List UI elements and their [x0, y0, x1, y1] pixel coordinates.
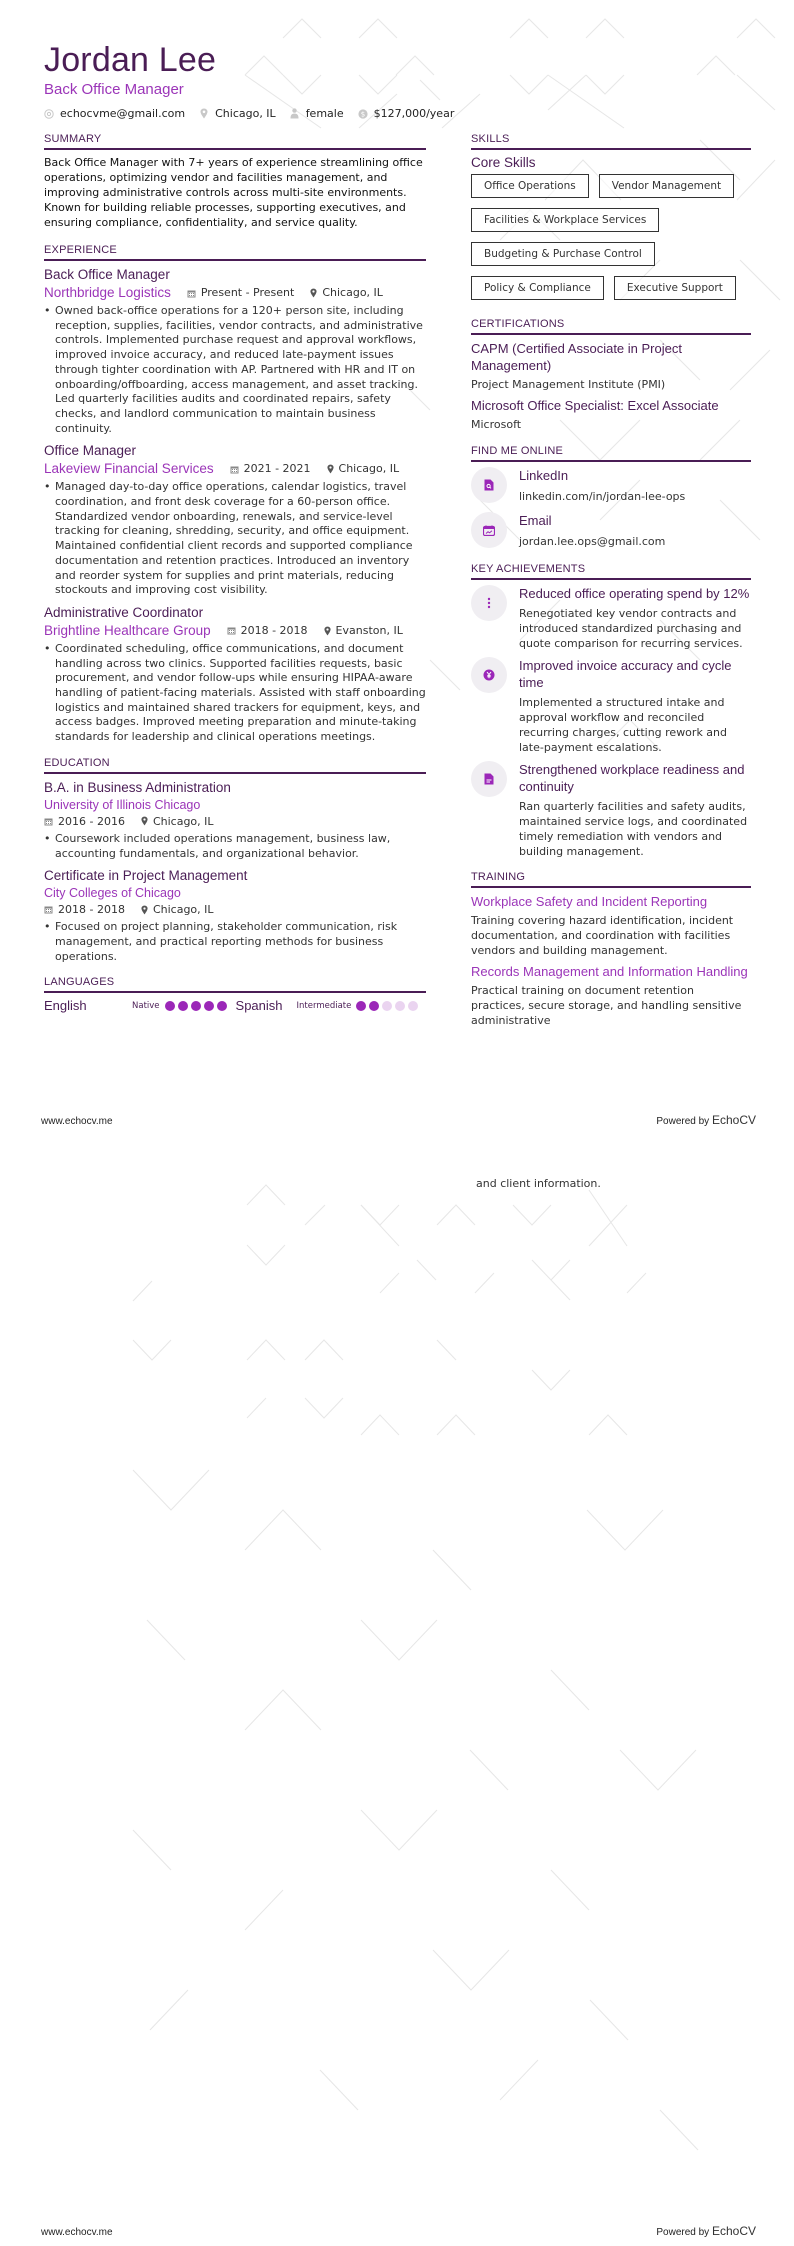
experience-entry [44, 604, 426, 745]
experience-section [44, 244, 426, 745]
footer-brand[interactable]: EchoCV [711, 1113, 756, 1127]
skill-tags [471, 174, 751, 310]
rating-dot-filled [165, 1001, 175, 1011]
training-description: Practical training on document retention practices, secure storage, and handling sensitive administrative [471, 984, 742, 1027]
languages-row [44, 998, 426, 1013]
job-location: Chicago, IL [310, 284, 383, 302]
online-email[interactable] [471, 512, 751, 551]
achievements-heading: KEY ACHIEVEMENTS [471, 563, 751, 580]
online-linkedin[interactable] [471, 467, 751, 506]
rating-dot-filled [217, 1001, 227, 1011]
training-heading: TRAINING [471, 871, 751, 888]
background-pattern-bottom [0, 1150, 794, 2210]
certifications-heading: CERTIFICATIONS [471, 318, 751, 335]
svg-text:$: $ [360, 110, 365, 118]
at-icon [44, 109, 54, 119]
map-pin-icon [327, 464, 334, 474]
education-entry [44, 867, 426, 964]
degree-title: B.A. in Business Administration [44, 779, 231, 795]
skills-heading: SKILLS [471, 133, 751, 150]
summary-heading: SUMMARY [44, 133, 426, 150]
contact-salary-text: $127,000/year [373, 107, 455, 120]
email-link[interactable]: jordan.lee.ops@gmail.com [519, 535, 666, 548]
achievement-title: Improved invoice accuracy and cycle time [519, 658, 732, 690]
page-footer [41, 1113, 756, 1127]
contact-salary [358, 107, 455, 120]
online-heading: FIND ME ONLINE [471, 445, 751, 462]
skill-tag: Office Operations [471, 174, 589, 198]
achievement-item [471, 585, 751, 651]
achievement-title: Strengthened workplace readiness and continuity [519, 762, 745, 794]
language-level: Intermediate [296, 1000, 352, 1011]
rating-dot-empty [408, 1001, 418, 1011]
achievement-description: Renegotiated key vendor contracts and introduced standardized purchasing and quote comparison for recurring services. [519, 607, 743, 650]
certification-issuer: Microsoft [471, 418, 522, 431]
more-vertical-icon [471, 585, 507, 621]
achievement-item [471, 657, 751, 755]
experience-entry [44, 442, 426, 598]
education-entry [44, 779, 426, 861]
rating-dot-empty [382, 1001, 392, 1011]
job-location: Chicago, IL [327, 460, 400, 478]
languages-heading: LANGUAGES [44, 976, 426, 993]
skill-tag: Facilities & Workplace Services [471, 208, 659, 232]
footer-site-link[interactable]: www.echocv.me [41, 1116, 113, 1127]
map-pin-icon [324, 626, 331, 636]
certifications-section [471, 318, 751, 433]
salary-icon [358, 109, 368, 119]
job-dates: 2021 - 2021 [230, 460, 311, 478]
achievement-item [471, 761, 751, 859]
achievement-title: Reduced office operating spend by 12% [519, 586, 750, 601]
summary-text: Back Office Manager with 7+ years of experience streamlining office operations, optimizing vendor and facilities management, and improving administrative controls across multi-site environments. Known for building reliable processes, supporting executives, and ensuring compliance, confidentiality, and service quality. [44, 156, 423, 229]
footer-site-link[interactable]: www.echocv.me [41, 2227, 113, 2238]
footer-powered-by: Powered by EchoCV [656, 2224, 756, 2238]
calendar-icon [44, 817, 53, 826]
job-meta [44, 460, 426, 478]
footer-powered-by: Powered by EchoCV [656, 1113, 756, 1127]
rating-dot-filled [369, 1001, 379, 1011]
job-title: Back Office Manager [44, 267, 170, 282]
job-meta [44, 622, 426, 640]
calendar-icon [44, 905, 53, 914]
right-column [471, 133, 751, 1040]
education-bullet: • Coursework included operations management, business law, accounting fundamentals, and organizational behavior. [44, 831, 391, 860]
education-section [44, 757, 426, 965]
experience-entry [44, 266, 426, 436]
candidate-role: Back Office Manager [44, 81, 184, 98]
contact-location [199, 107, 276, 120]
job-bullet: • Managed day-to-day office operations, calendar logistics, travel coordination, and front desk coverage for a 60-person office. Standardized vendor onboarding, renewals, and service-level tracking for cleaning, shredding, security, and office equipment. Maintained confidential client records and supported compliance documentation and retention practices. Introduced an inventory and reorder system for supplies and print materials, reducing stockouts and improving cost visibility. [44, 480, 413, 597]
education-dates: 2018 - 2018 [44, 901, 125, 918]
school-name: City Colleges of Chicago [44, 886, 181, 901]
achievements-section [471, 563, 751, 859]
job-bullet: • Owned back-office operations for a 120+ person site, including reception, supplies, facilities, vendor contracts, and administrative controls. Implemented purchase request and approval workflows, improved invoice accuracy, and reduced late-payment issues through tighter coordination with AP. Partnered with HR and IT on onboarding/offboarding, access management, and asset tracking. Led quarterly facilities audits and coordinated repairs, safety checks, and landlord communication to maintain business continuity. [44, 304, 423, 435]
training-title: Records Management and Information Handling [471, 964, 748, 979]
contact-list [44, 107, 468, 120]
job-title: Office Manager [44, 443, 137, 459]
education-location: Chicago, IL [141, 813, 214, 830]
linkedin-link[interactable]: linkedin.com/in/jordan-lee-ops [519, 490, 686, 503]
rating-dot-empty [395, 1001, 405, 1011]
education-meta [44, 901, 426, 918]
education-heading: EDUCATION [44, 757, 426, 774]
calendar-icon [187, 289, 196, 298]
degree-title: Certificate in Project Management [44, 868, 248, 884]
language-rating [356, 1001, 421, 1011]
contact-email-text: echocvme@gmail.com [60, 107, 186, 120]
online-section [471, 445, 751, 551]
job-bullet: • Coordinated scheduling, office communications, and document handling across two clinics. Supported facilities requests, basic procurement, and vendor follow-ups while ensuring HIPAA-aware handling of patient-facing materials. Assisted with staff onboarding logistics and maintained shared trackers for equipment, keys, and access badges. Improved meeting preparation and minute-taking standards for leadership and clinical operations meetings. [44, 641, 426, 744]
skills-section [471, 133, 751, 310]
company-name: Northbridge Logistics [44, 285, 171, 300]
job-title: Administrative Coordinator [44, 604, 204, 620]
candidate-name: Jordan Lee [44, 41, 217, 79]
education-dates: 2016 - 2016 [44, 813, 125, 830]
school-name: University of Illinois Chicago [44, 797, 201, 812]
file-search-icon [471, 467, 507, 503]
document-icon [471, 761, 507, 797]
summary-section [44, 133, 426, 230]
education-bullet: • Focused on project planning, stakeholder communication, risk management, and practical reporting methods for business operations. [44, 920, 398, 963]
contact-email[interactable] [44, 107, 185, 120]
map-pin-icon [199, 109, 209, 119]
training-section [471, 871, 751, 1028]
page-footer [41, 2224, 756, 2238]
job-location: Evanston, IL [324, 622, 403, 640]
certification-name: CAPM (Certified Associate in Project Management) [471, 341, 682, 373]
rating-dot-filled [356, 1001, 366, 1011]
language-name: Spanish [235, 998, 283, 1014]
rating-dot-filled [178, 1001, 188, 1011]
experience-heading: EXPERIENCE [44, 244, 426, 261]
left-column [44, 133, 426, 1025]
training-description: Training covering hazard identification, incident documentation, and coordination with facilities vendors and building management. [471, 914, 734, 957]
contact-gender-text: female [305, 107, 344, 120]
job-dates: 2018 - 2018 [227, 622, 308, 640]
skill-tag: Executive Support [614, 276, 736, 300]
contact-gender [290, 107, 344, 120]
contact-location-text: Chicago, IL [215, 107, 276, 120]
skill-tag: Vendor Management [599, 174, 734, 198]
language-name: English [44, 998, 87, 1014]
map-pin-icon [141, 905, 148, 915]
user-icon [290, 109, 300, 119]
achievement-description: Implemented a structured intake and approval workflow and reconciled recurring charges, cutting rework and late-payment escalations. [519, 696, 728, 754]
certification-issuer: Project Management Institute (PMI) [471, 378, 666, 391]
education-meta [44, 813, 426, 830]
language-rating [165, 1001, 230, 1011]
skill-tag: Policy & Compliance [471, 276, 604, 300]
yen-icon [471, 657, 507, 693]
job-meta [44, 284, 426, 302]
online-label: Email [519, 513, 552, 528]
training-title: Workplace Safety and Incident Reporting [471, 894, 708, 909]
certification-name: Microsoft Office Specialist: Excel Associate [471, 398, 719, 413]
languages-section [44, 976, 426, 1013]
online-label: LinkedIn [519, 468, 569, 483]
skills-subheading: Core Skills [471, 155, 536, 170]
map-pin-icon [310, 288, 317, 298]
resume-header [44, 40, 468, 120]
company-name: Lakeview Financial Services [44, 461, 214, 477]
education-location: Chicago, IL [141, 901, 214, 918]
calendar-chart-icon [471, 512, 507, 548]
rating-dot-filled [204, 1001, 214, 1011]
footer-brand[interactable]: EchoCV [711, 2224, 756, 2238]
calendar-icon [230, 465, 239, 474]
job-dates: Present - Present [187, 284, 295, 302]
calendar-icon [227, 626, 236, 635]
achievement-description: Ran quarterly facilities and safety audits, maintained service logs, and coordinated timely remediation with vendors and building management. [519, 800, 748, 858]
language-level: Native [132, 1000, 160, 1011]
map-pin-icon [141, 816, 148, 826]
rating-dot-filled [191, 1001, 201, 1011]
training-description-continued: and client information. [476, 1177, 601, 1190]
skill-tag: Budgeting & Purchase Control [471, 242, 655, 266]
company-name: Brightline Healthcare Group [44, 622, 211, 638]
